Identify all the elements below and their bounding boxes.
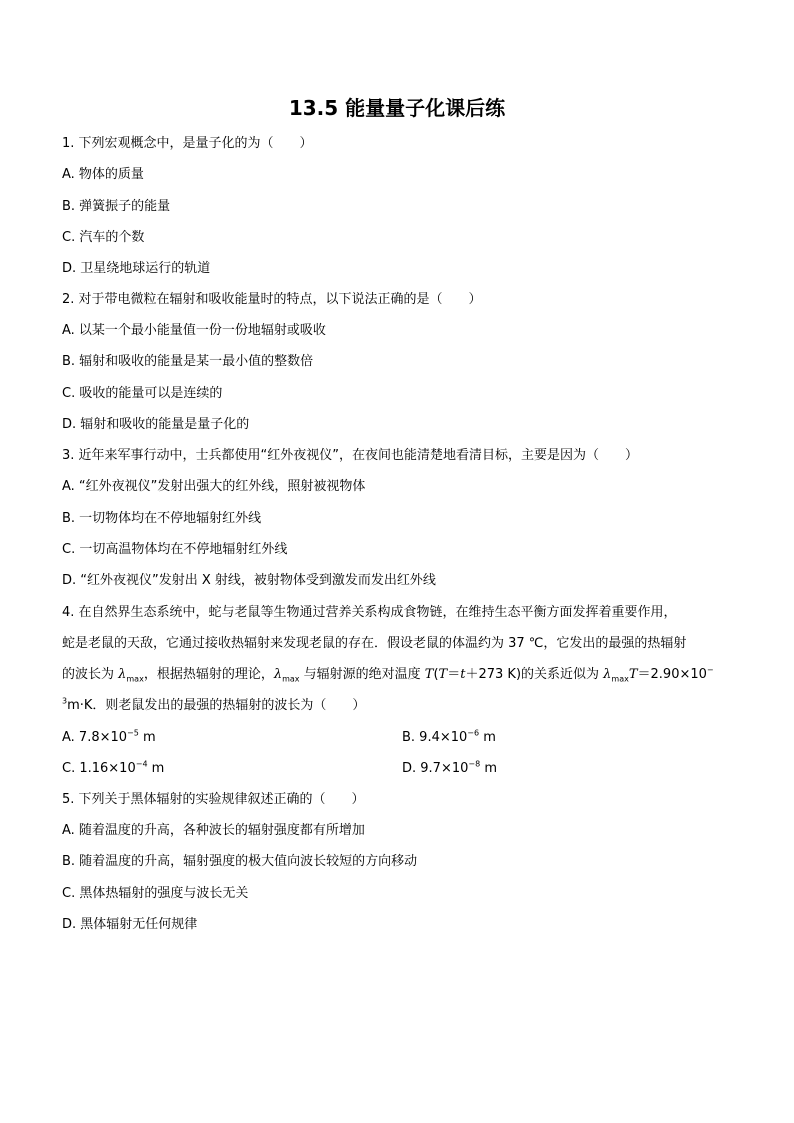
celsius-symbol: t bbox=[460, 667, 466, 682]
max-subscript: max bbox=[282, 674, 300, 684]
q4-text: 的波长为 bbox=[62, 667, 119, 682]
option-exponent: −5 bbox=[127, 728, 139, 738]
q4-text: ，根据热辐射的理论， bbox=[143, 667, 274, 682]
q4-option-a bbox=[62, 730, 156, 745]
exponent-digit: 3 bbox=[62, 696, 68, 706]
q3-option-b: B. 一切物体均在不停地辐射红外线 bbox=[62, 511, 262, 526]
q4-option-c bbox=[62, 761, 164, 776]
temperature-symbol: T bbox=[628, 667, 638, 682]
q4-options-row2 bbox=[62, 759, 734, 779]
temperature-symbol: T bbox=[424, 667, 434, 682]
q2-option-a: A. 以某一个最小能量值一份一份地辐射或吸收 bbox=[62, 323, 326, 338]
exponent-sign: − bbox=[706, 665, 714, 675]
option-exponent: −4 bbox=[135, 759, 148, 769]
q4-stem-line4 bbox=[62, 696, 734, 716]
option-base: D. 9.7×10 bbox=[402, 761, 469, 776]
q1-option-d: D. 卫星绕地球运行的轨道 bbox=[62, 261, 211, 276]
q1-option-c: C. 汽车的个数 bbox=[62, 230, 145, 245]
q4-text: m·K．则老鼠发出的最强的热辐射的波长为（ ） bbox=[67, 698, 366, 713]
q1-option-b: B. 弹簧振子的能量 bbox=[62, 199, 171, 214]
max-subscript: max bbox=[126, 674, 144, 684]
q3-option-c: C. 一切高温物体均在不停地辐射红外线 bbox=[62, 542, 288, 557]
q5-option-b: B. 随着温度的升高，辐射强度的极大值向波长较短的方向移动 bbox=[62, 854, 418, 869]
option-base: C. 1.16×10 bbox=[62, 761, 136, 776]
max-subscript: max bbox=[611, 674, 629, 684]
q4-stem-line3 bbox=[62, 665, 734, 685]
q4-stem-line1: 4. 在自然界生态系统中，蛇与老鼠等生物通过营养关系构成食物链，在维持生态平衡方面发挥着重要作用， bbox=[62, 605, 677, 620]
option-exponent: −8 bbox=[468, 759, 481, 769]
option-base: A. 7.8×10 bbox=[62, 730, 128, 745]
q5-option-c: C. 黑体热辐射的强度与波长无关 bbox=[62, 886, 249, 901]
q5-option-d: D. 黑体辐射无任何规律 bbox=[62, 917, 198, 932]
q3-stem: 3. 近年来军事行动中，士兵都使用“红外夜视仪”，在夜间也能清楚地看清目标，主要是因为（ ） bbox=[62, 448, 639, 463]
q4-text: ＝2.90×10 bbox=[637, 667, 707, 682]
option-unit: m bbox=[147, 761, 165, 776]
q3-option-a: A. “红外夜视仪”发射出强大的红外线，照射被视物体 bbox=[62, 479, 366, 494]
option-base: B. 9.4×10 bbox=[402, 730, 468, 745]
page-title: 13.5 能量量子化课后练 bbox=[288, 96, 506, 120]
q4-stem-line2: 蛇是老鼠的天敌，它通过接收热辐射来发现老鼠的存在．假设老鼠的体温约为 37 ℃，它发出的最强的热辐射 bbox=[62, 636, 687, 651]
q1-option-a: A. 物体的质量 bbox=[62, 167, 144, 182]
temperature-symbol: T bbox=[438, 667, 448, 682]
paren: ( bbox=[433, 667, 439, 682]
q4-option-d bbox=[402, 759, 497, 779]
q2-stem: 2. 对于带电微粒在辐射和吸收能量时的特点，以下说法正确的是（ ） bbox=[62, 292, 482, 307]
q2-option-d: D. 辐射和吸收的能量是量子化的 bbox=[62, 417, 250, 432]
lambda-symbol: λ bbox=[603, 667, 612, 682]
q2-option-c: C. 吸收的能量可以是连续的 bbox=[62, 386, 223, 401]
q2-option-b: B. 辐射和吸收的能量是某一最小值的整数倍 bbox=[62, 354, 314, 369]
q4-text: ＋273 K)的关系近似为 bbox=[465, 667, 604, 682]
q3-option-d: D. “红外夜视仪”发射出 X 射线，被射物体受到激发而发出红外线 bbox=[62, 573, 436, 588]
q1-stem: 1. 下列宏观概念中，是量子化的为（ ） bbox=[62, 136, 313, 151]
option-exponent: −6 bbox=[467, 728, 480, 738]
q5-option-a: A. 随着温度的升高，各种波长的辐射强度都有所增加 bbox=[62, 823, 365, 838]
q4-option-b bbox=[402, 728, 496, 748]
option-unit: m bbox=[138, 730, 156, 745]
lambda-symbol: λ bbox=[118, 667, 127, 682]
option-unit: m bbox=[480, 761, 497, 776]
lambda-symbol: λ bbox=[273, 667, 283, 682]
q4-options-row1 bbox=[62, 728, 734, 748]
equals-sign: ＝ bbox=[447, 667, 461, 682]
q4-text: 与辐射源的绝对温度 bbox=[299, 667, 425, 682]
option-unit: m bbox=[479, 730, 496, 745]
q5-stem: 5. 下列关于黑体辐射的实验规律叙述正确的（ ） bbox=[62, 792, 365, 807]
